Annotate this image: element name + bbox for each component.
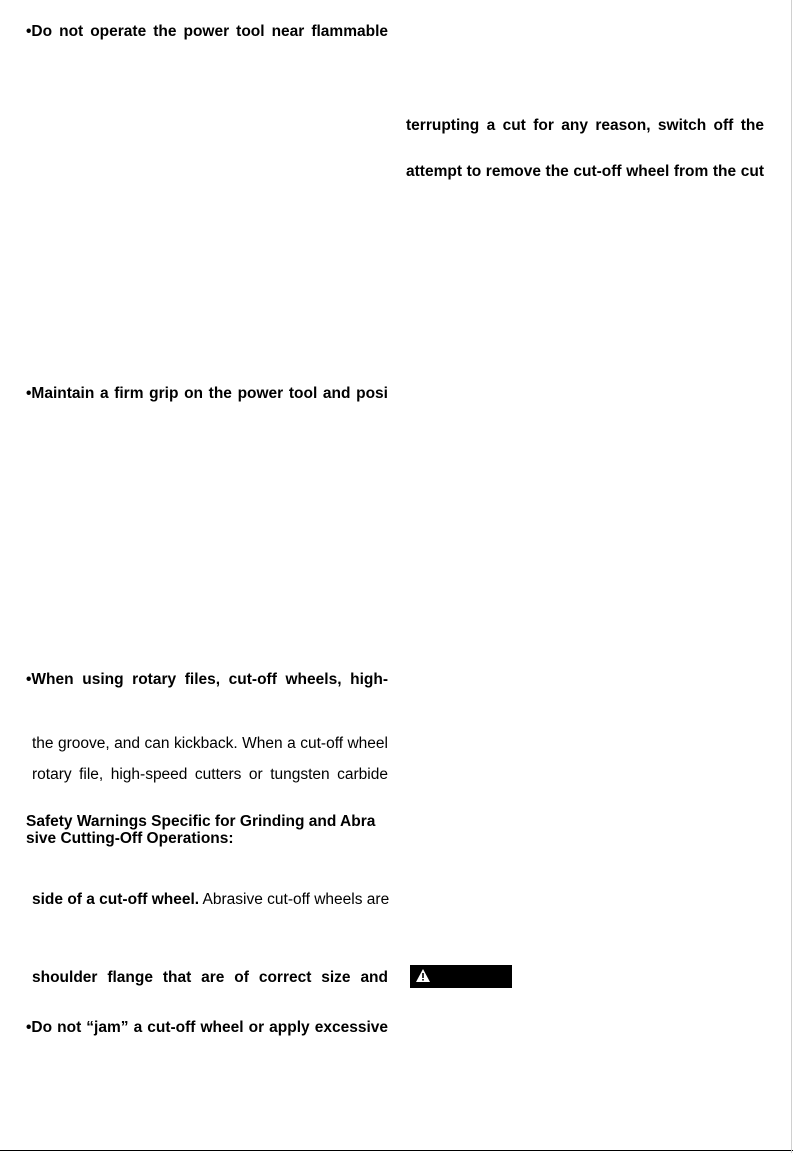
text-line-attempt: attempt to remove the cut-off wheel from the cut: [406, 163, 764, 180]
warning-triangle-icon: [415, 968, 431, 988]
text-line-shoulder: shoulder flange that are of correct size and: [32, 969, 388, 986]
text-side-rest: Abrasive cut-off wheels are: [199, 891, 390, 908]
text-line-jam: •Do not “jam” a cut-off wheel or apply excessive: [26, 1019, 388, 1036]
text-line-grip: •Maintain a firm grip on the power tool and posi: [26, 385, 388, 402]
text-line-rotary: •When using rotary files, cut-off wheels, high-: [26, 671, 388, 688]
page-edge: [791, 0, 792, 1153]
text-line-interrupting: terrupting a cut for any reason, switch off the: [406, 117, 764, 134]
section-heading-line-1: Safety Warnings Specific for Grinding and Abra: [26, 813, 376, 830]
bottom-rule: [0, 1150, 793, 1151]
text-side-bold: side of a cut-off wheel.: [32, 891, 200, 908]
text-line-rotary-file: rotary file, high-speed cutters or tungsten carbide: [32, 766, 388, 783]
text-line-flammable: •Do not operate the power tool near flammable: [26, 23, 388, 40]
text-line-groove: the groove, and can kickback. When a cut-off wheel: [32, 735, 388, 752]
text-line-side: [32, 891, 388, 909]
section-heading-line-2: sive Cutting-Off Operations:: [26, 830, 234, 847]
warning-badge: [410, 965, 512, 988]
